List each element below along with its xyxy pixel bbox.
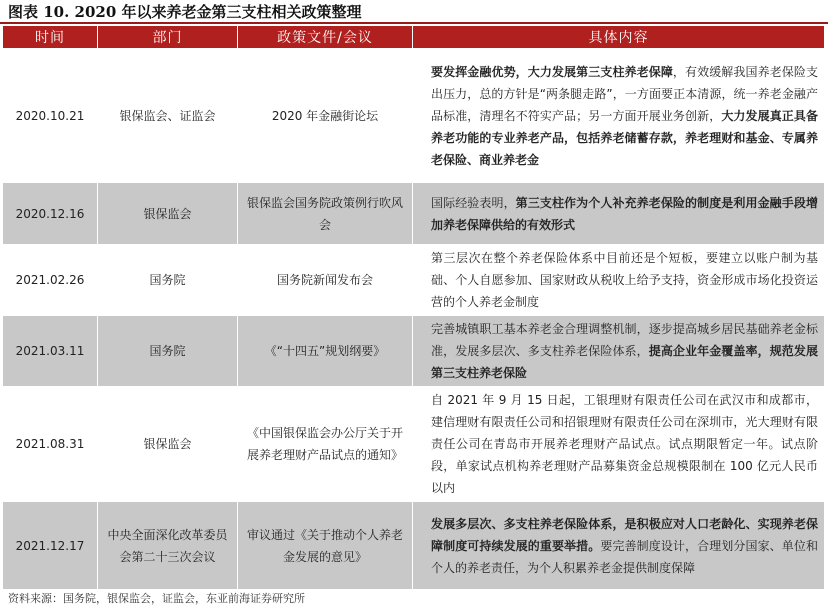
cell-document: 银保监会国务院政策例行吹风会 (238, 183, 413, 245)
cell-department: 银保监会 (98, 387, 238, 502)
header-date: 时间 (3, 26, 98, 49)
cell-content (413, 49, 825, 183)
content-segment: 自 2021 年 9 月 15 日起，工银理财有限责任公司在武汉市和成都市，建信理财有限责任公司和招银理财有限责任公司在深圳市，光大理财有限责任公司在青岛市开展养老理财产品试点。试点期限暂定一年。试点阶段，单家试点机构养老理财产品募集资金总规模限制在 100 亿元人民币以内 (431, 393, 818, 495)
content-segment: 要完善制度设计，合理划分国家、单位和个人的养老责任，为个人积累养老金提供制度保障 (431, 538, 818, 575)
cell-department: 国务院 (98, 316, 238, 387)
content-bold-segment: 第三支柱作为个人补充养老保险的制度是利用金融手段增加养老保障供给的有效形式 (431, 195, 818, 232)
figure-title: 图表 10. 2020 年以来养老金第三支柱相关政策整理 (8, 3, 362, 21)
cell-content (413, 316, 825, 387)
cell-date: 2021.08.31 (3, 387, 98, 502)
cell-department: 银保监会 (98, 183, 238, 245)
content-segment: 第三层次在整个养老保险体系中目前还是个短板，要建立以账户制为基础、个人自愿参加、国家财政从税收上给予支持，资金形成市场化投资运营的个人养老金制度 (431, 251, 818, 309)
cell-document: 2020 年金融街论坛 (238, 49, 413, 183)
cell-content (413, 387, 825, 502)
header-document: 政策文件/会议 (238, 26, 413, 49)
cell-date: 2020.12.16 (3, 183, 98, 245)
cell-date: 2021.02.26 (3, 245, 98, 316)
content-bold-segment: 要发挥金融优势，大力发展第三支柱养老保障 (431, 64, 673, 79)
cell-document: 《“十四五”规划纲要》 (238, 316, 413, 387)
cell-document: 国务院新闻发布会 (238, 245, 413, 316)
table-row (3, 316, 825, 387)
table-row (3, 387, 825, 502)
content-bold-segment: 提高企业年金覆盖率，规范发展第三支柱养老保险 (431, 344, 818, 380)
cell-document: 《中国银保监会办公厅关于开展养老理财产品试点的通知》 (238, 387, 413, 502)
cell-content (413, 183, 825, 245)
title-rule (0, 22, 828, 24)
table-row (3, 245, 825, 316)
source-note: 资料来源：国务院，银保监会，证监会，东亚前海证券研究所 (8, 592, 305, 605)
content-bold-segment: 发展多层次、多支柱养老保险体系，是积极应对人口老龄化、实现养老保障制度可持续发展的重要举措。 (431, 516, 818, 553)
table-header-row (3, 26, 825, 49)
cell-department: 银保监会、证监会 (98, 49, 238, 183)
cell-content (413, 502, 825, 590)
cell-department: 中央全面深化改革委员会第二十三次会议 (98, 502, 238, 590)
cell-date: 2020.10.21 (3, 49, 98, 183)
cell-date: 2021.03.11 (3, 316, 98, 387)
table-row (3, 49, 825, 183)
table-row (3, 502, 825, 590)
content-segment: 国际经验表明， (431, 195, 516, 210)
cell-document: 审议通过《关于推动个人养老金发展的意见》 (238, 502, 413, 590)
content-bold-segment: 大力发展真正具备养老功能的专业养老产品，包括养老储蓄存款，养老理财和基金、专属养老保险、商业养老金 (431, 108, 818, 167)
cell-department: 国务院 (98, 245, 238, 316)
header-content: 具体内容 (413, 26, 825, 49)
header-department: 部门 (98, 26, 238, 49)
content-segment: ，有效缓解我国养老保险支出压力，总的方针是“两条腿走路”，一方面要正本清源，统一养老金融产品标准，清理名不符实产品；另一方面开展业务创新， (431, 64, 818, 123)
cell-date: 2021.12.17 (3, 502, 98, 590)
cell-content (413, 245, 825, 316)
content-segment: 完善城镇职工基本养老金合理调整机制，逐步提高城乡居民基础养老金标准，发展多层次、多支柱养老保险体系， (431, 322, 818, 358)
table-row (3, 183, 825, 245)
policy-table (2, 25, 825, 590)
